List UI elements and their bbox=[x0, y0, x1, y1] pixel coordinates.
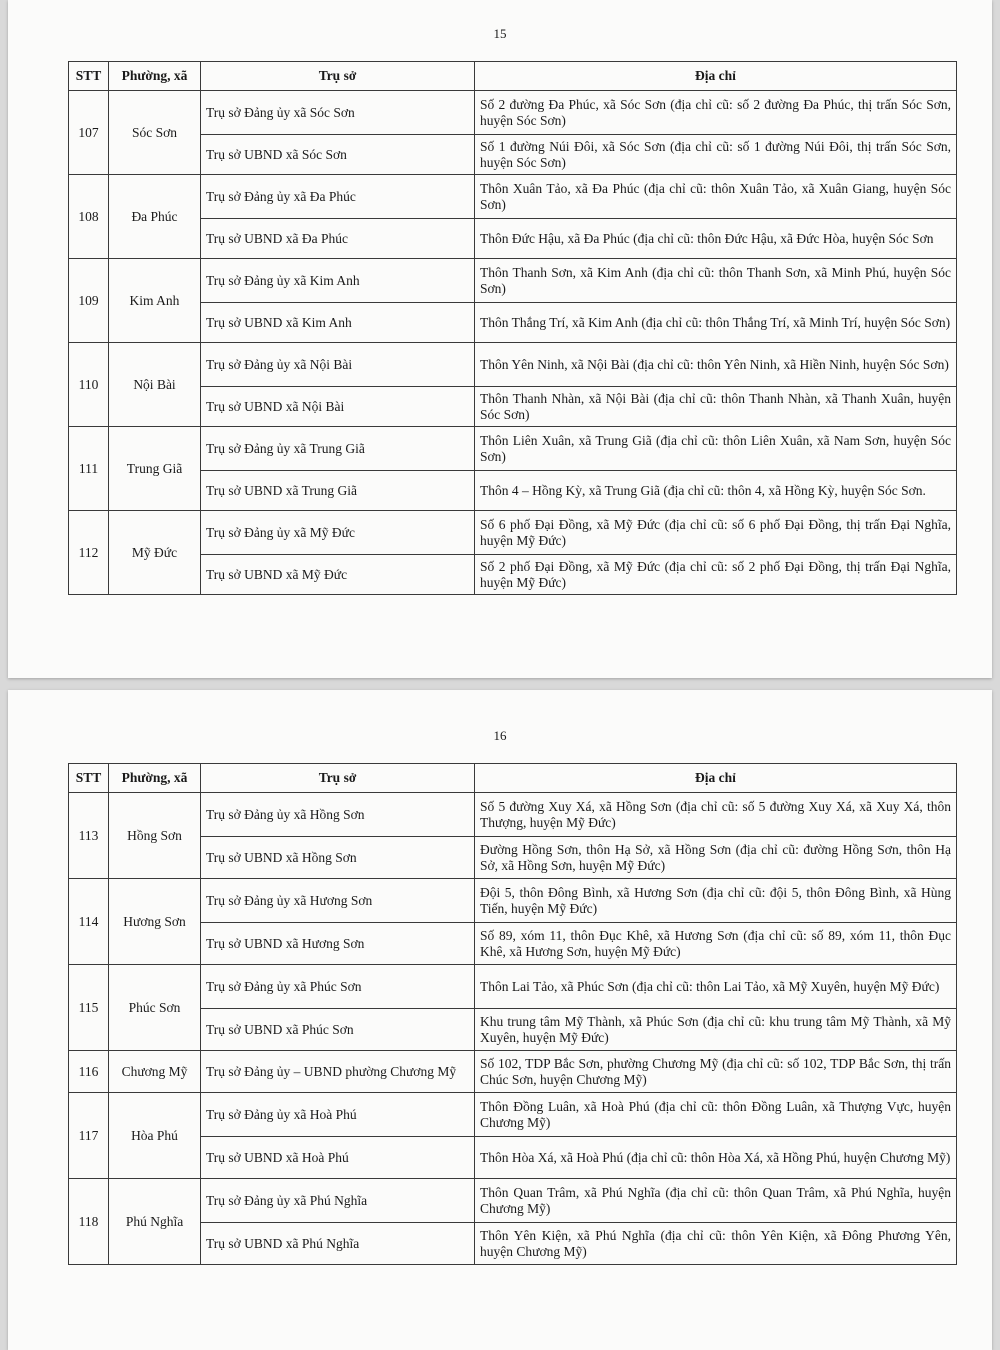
table-body bbox=[69, 793, 957, 1265]
table-body bbox=[69, 91, 957, 595]
header-office: Trụ sở bbox=[201, 764, 475, 793]
office-name-cell: Trụ sở Đảng ủy xã Sóc Sơn bbox=[201, 91, 475, 135]
address-cell: Thôn Thắng Trí, xã Kim Anh (địa chỉ cũ: thôn Thắng Trí, xã Minh Trí, huyện Sóc Sơn) bbox=[475, 303, 957, 343]
office-name-cell: Trụ sở UBND xã Nội Bài bbox=[201, 387, 475, 427]
page-number: 15 bbox=[493, 26, 507, 41]
header-office: Trụ sở bbox=[201, 62, 475, 91]
table-row bbox=[69, 387, 957, 427]
office-name-cell: Trụ sở Đảng ủy xã Hồng Sơn bbox=[201, 793, 475, 837]
table-row bbox=[69, 1009, 957, 1051]
address-cell: Thôn Hòa Xá, xã Hoà Phú (địa chỉ cũ: thôn Hòa Xá, xã Hồng Phú, huyện Chương Mỹ) bbox=[475, 1137, 957, 1179]
ward-name-cell: Sóc Sơn bbox=[109, 91, 201, 175]
header-stt: STT bbox=[69, 62, 109, 91]
table-row bbox=[69, 1179, 957, 1223]
table-row bbox=[69, 879, 957, 923]
address-cell: Thôn Yên Ninh, xã Nội Bài (địa chỉ cũ: thôn Yên Ninh, xã Hiền Ninh, huyện Sóc Sơn) bbox=[475, 343, 957, 387]
header-stt: STT bbox=[69, 764, 109, 793]
office-name-cell: Trụ sở Đảng ủy xã Nội Bài bbox=[201, 343, 475, 387]
document-page-16 bbox=[8, 690, 992, 1350]
ward-name-cell: Nội Bài bbox=[109, 343, 201, 427]
office-name-cell: Trụ sở Đảng ủy xã Phú Nghĩa bbox=[201, 1179, 475, 1223]
table-row bbox=[69, 1093, 957, 1137]
office-name-cell: Trụ sở Đảng ủy – UBND phường Chương Mỹ bbox=[201, 1051, 475, 1093]
address-cell: Đội 5, thôn Đông Bình, xã Hương Sơn (địa chỉ cũ: đội 5, thôn Đông Bình, xã Hùng Tiến, huyện Mỹ Đức) bbox=[475, 879, 957, 923]
row-number-cell: 110 bbox=[69, 343, 109, 427]
row-number-cell: 113 bbox=[69, 793, 109, 879]
table-row bbox=[69, 555, 957, 595]
row-number-cell: 118 bbox=[69, 1179, 109, 1265]
address-cell: Số 5 đường Xuy Xá, xã Hồng Sơn (địa chỉ cũ: số 5 đường Xuy Xá, xã Xuy Xá, thôn Thượng, huyện Mỹ Đức) bbox=[475, 793, 957, 837]
ward-name-cell: Mỹ Đức bbox=[109, 511, 201, 595]
row-number-cell: 107 bbox=[69, 91, 109, 175]
address-cell: Số 2 đường Đa Phúc, xã Sóc Sơn (địa chỉ cũ: số 2 đường Đa Phúc, thị trấn Sóc Sơn, huyện Sóc Sơn) bbox=[475, 91, 957, 135]
office-name-cell: Trụ sở UBND xã Sóc Sơn bbox=[201, 135, 475, 175]
address-cell: Số 102, TDP Bắc Sơn, phường Chương Mỹ (địa chỉ cũ: số 102, TDP Bắc Sơn, thị trấn Chúc Sơn, huyện Chương Mỹ) bbox=[475, 1051, 957, 1093]
table-row bbox=[69, 259, 957, 303]
office-name-cell: Trụ sở UBND xã Đa Phúc bbox=[201, 219, 475, 259]
row-number-cell: 115 bbox=[69, 965, 109, 1051]
table-row bbox=[69, 1051, 957, 1093]
office-name-cell: Trụ sở UBND xã Hoà Phú bbox=[201, 1137, 475, 1179]
office-name-cell: Trụ sở UBND xã Phú Nghĩa bbox=[201, 1223, 475, 1265]
address-cell: Thôn Xuân Tảo, xã Đa Phúc (địa chỉ cũ: thôn Xuân Tảo, xã Xuân Giang, huyện Sóc Sơn) bbox=[475, 175, 957, 219]
row-number-cell: 114 bbox=[69, 879, 109, 965]
table-row bbox=[69, 1223, 957, 1265]
office-name-cell: Trụ sở UBND xã Kim Anh bbox=[201, 303, 475, 343]
table-row bbox=[69, 923, 957, 965]
row-number-cell: 111 bbox=[69, 427, 109, 511]
header-ward: Phường, xã bbox=[109, 62, 201, 91]
office-name-cell: Trụ sở UBND xã Hương Sơn bbox=[201, 923, 475, 965]
table-row bbox=[69, 837, 957, 879]
office-address-table bbox=[68, 763, 957, 1265]
office-name-cell: Trụ sở UBND xã Trung Giã bbox=[201, 471, 475, 511]
office-name-cell: Trụ sở Đảng ủy xã Phúc Sơn bbox=[201, 965, 475, 1009]
address-cell: Thôn Yên Kiện, xã Phú Nghĩa (địa chỉ cũ: thôn Yên Kiện, xã Đông Phương Yên, huyện Chương Mỹ) bbox=[475, 1223, 957, 1265]
table-row bbox=[69, 343, 957, 387]
ward-name-cell: Phúc Sơn bbox=[109, 965, 201, 1051]
office-name-cell: Trụ sở UBND xã Mỹ Đức bbox=[201, 555, 475, 595]
ward-name-cell: Phú Nghĩa bbox=[109, 1179, 201, 1265]
address-cell: Đường Hồng Sơn, thôn Hạ Sở, xã Hồng Sơn (địa chỉ cũ: đường Hồng Sơn, thôn Hạ Sở, xã Hồng Sơn, huyện Mỹ Đức) bbox=[475, 837, 957, 879]
office-name-cell: Trụ sở UBND xã Phúc Sơn bbox=[201, 1009, 475, 1051]
ward-name-cell: Hồng Sơn bbox=[109, 793, 201, 879]
ward-name-cell: Chương Mỹ bbox=[109, 1051, 201, 1093]
office-name-cell: Trụ sở Đảng ủy xã Hoà Phú bbox=[201, 1093, 475, 1137]
table-row bbox=[69, 135, 957, 175]
table-header-row bbox=[69, 764, 957, 793]
table-row bbox=[69, 511, 957, 555]
office-address-table bbox=[68, 61, 957, 595]
table-row bbox=[69, 303, 957, 343]
address-cell: Thôn Đồng Luân, xã Hoà Phú (địa chỉ cũ: thôn Đồng Luân, xã Thượng Vực, huyện Chương Mỹ) bbox=[475, 1093, 957, 1137]
table-row bbox=[69, 91, 957, 135]
address-cell: Thôn Thanh Sơn, xã Kim Anh (địa chỉ cũ: thôn Thanh Sơn, xã Minh Phú, huyện Sóc Sơn) bbox=[475, 259, 957, 303]
address-cell: Thôn Quan Trâm, xã Phú Nghĩa (địa chỉ cũ: thôn Quan Trâm, xã Phú Nghĩa, huyện Chương Mỹ) bbox=[475, 1179, 957, 1223]
office-name-cell: Trụ sở Đảng ủy xã Kim Anh bbox=[201, 259, 475, 303]
table-row bbox=[69, 793, 957, 837]
table-row bbox=[69, 471, 957, 511]
table-row bbox=[69, 965, 957, 1009]
row-number-cell: 112 bbox=[69, 511, 109, 595]
office-name-cell: Trụ sở UBND xã Hồng Sơn bbox=[201, 837, 475, 879]
ward-name-cell: Trung Giã bbox=[109, 427, 201, 511]
ward-name-cell: Kim Anh bbox=[109, 259, 201, 343]
page-number: 16 bbox=[493, 728, 507, 743]
ward-name-cell: Đa Phúc bbox=[109, 175, 201, 259]
table-row bbox=[69, 175, 957, 219]
address-cell: Thôn Thanh Nhàn, xã Nội Bài (địa chỉ cũ: thôn Thanh Nhàn, xã Thanh Xuân, huyện Sóc Sơn) bbox=[475, 387, 957, 427]
ward-name-cell: Hòa Phú bbox=[109, 1093, 201, 1179]
header-ward: Phường, xã bbox=[109, 764, 201, 793]
ward-name-cell: Hương Sơn bbox=[109, 879, 201, 965]
table-row bbox=[69, 1137, 957, 1179]
table-header-row bbox=[69, 62, 957, 91]
office-name-cell: Trụ sở Đảng ủy xã Hương Sơn bbox=[201, 879, 475, 923]
row-number-cell: 109 bbox=[69, 259, 109, 343]
header-address: Địa chỉ bbox=[475, 62, 957, 91]
table-row bbox=[69, 427, 957, 471]
address-cell: Thôn Đức Hậu, xã Đa Phúc (địa chỉ cũ: thôn Đức Hậu, xã Đức Hòa, huyện Sóc Sơn bbox=[475, 219, 957, 259]
document-page-15 bbox=[8, 0, 992, 678]
address-cell: Thôn Lai Tảo, xã Phúc Sơn (địa chỉ cũ: thôn Lai Tảo, xã Mỹ Xuyên, huyện Mỹ Đức) bbox=[475, 965, 957, 1009]
address-cell: Số 6 phố Đại Đồng, xã Mỹ Đức (địa chỉ cũ: số 6 phố Đại Đồng, thị trấn Đại Nghĩa, huyện Mỹ Đức) bbox=[475, 511, 957, 555]
table-row bbox=[69, 219, 957, 259]
address-cell: Số 2 phố Đại Đồng, xã Mỹ Đức (địa chỉ cũ: số 2 phố Đại Đồng, thị trấn Đại Nghĩa, huyện Mỹ Đức) bbox=[475, 555, 957, 595]
address-cell: Khu trung tâm Mỹ Thành, xã Phúc Sơn (địa chỉ cũ: khu trung tâm Mỹ Thành, xã Mỹ Xuyên, huyện Mỹ Đức) bbox=[475, 1009, 957, 1051]
address-cell: Thôn 4 – Hồng Kỳ, xã Trung Giã (địa chỉ cũ: thôn 4, xã Hồng Kỳ, huyện Sóc Sơn. bbox=[475, 471, 957, 511]
office-name-cell: Trụ sở Đảng ủy xã Trung Giã bbox=[201, 427, 475, 471]
header-address: Địa chỉ bbox=[475, 764, 957, 793]
address-cell: Số 1 đường Núi Đôi, xã Sóc Sơn (địa chỉ cũ: số 1 đường Núi Đôi, thị trấn Sóc Sơn, huyện Sóc Sơn) bbox=[475, 135, 957, 175]
office-name-cell: Trụ sở Đảng ủy xã Đa Phúc bbox=[201, 175, 475, 219]
row-number-cell: 108 bbox=[69, 175, 109, 259]
row-number-cell: 117 bbox=[69, 1093, 109, 1179]
office-name-cell: Trụ sở Đảng ủy xã Mỹ Đức bbox=[201, 511, 475, 555]
row-number-cell: 116 bbox=[69, 1051, 109, 1093]
address-cell: Số 89, xóm 11, thôn Đục Khê, xã Hương Sơn (địa chỉ cũ: số 89, xóm 11, thôn Đục Khê, xã Hương Sơn, huyện Mỹ Đức) bbox=[475, 923, 957, 965]
address-cell: Thôn Liên Xuân, xã Trung Giã (địa chỉ cũ: thôn Liên Xuân, xã Nam Sơn, huyện Sóc Sơn) bbox=[475, 427, 957, 471]
